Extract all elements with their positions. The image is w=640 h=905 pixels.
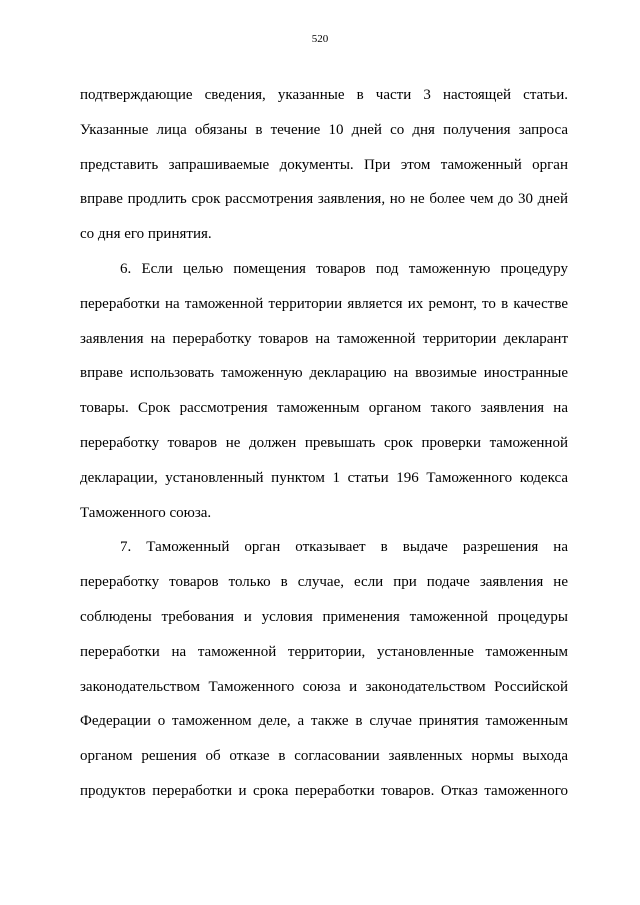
- text-line: заявления на переработку товаров на таможенной территории декларант: [80, 330, 568, 347]
- paragraph: [80, 534, 568, 812]
- text-line: Таможенного союза.: [80, 504, 212, 521]
- paragraph: [80, 82, 568, 256]
- text-line: подтверждающие сведения, указанные в части 3 настоящей статьи.: [80, 87, 568, 103]
- text-line: товары. Срок рассмотрения таможенным органом такого заявления на: [80, 400, 568, 417]
- text-line: вправе продлить срок рассмотрения заявления, но не более чем до 30 дней: [80, 191, 568, 208]
- page-number: 520: [311, 33, 329, 45]
- text-line: Указанные лица обязаны в течение 10 дней со дня получения запроса: [80, 121, 568, 138]
- body-text: [80, 82, 568, 813]
- paragraph: [80, 256, 568, 534]
- text-line: переработку товаров не должен превышать срок проверки таможенной: [80, 434, 568, 451]
- text-line: декларации, установленный пунктом 1 статьи 196 Таможенного кодекса: [80, 469, 568, 486]
- text-line: 6. Если целью помещения товаров под таможенную процедуру: [120, 260, 568, 277]
- text-line: продуктов переработки и срока переработки товаров. Отказ таможенного: [80, 782, 568, 799]
- text-line: соблюдены требования и условия применения таможенной процедуры: [80, 608, 568, 625]
- text-line: Федерации о таможенном деле, а также в случае принятия таможенным: [80, 713, 568, 730]
- text-line: представить запрашиваемые документы. При этом таможенный орган: [80, 156, 568, 173]
- text-line: переработки на таможенной территории является их ремонт, то в качестве: [80, 295, 568, 312]
- text-line: вправе использовать таможенную декларацию на ввозимые иностранные: [80, 365, 568, 382]
- text-line: переработку товаров только в случае, если при подаче заявления не: [80, 574, 568, 591]
- text-line: переработки на таможенной территории, установленные таможенным: [80, 643, 568, 660]
- text-line: органом решения об отказе в согласовании заявленных нормы выхода: [80, 748, 568, 765]
- text-line: со дня его принятия.: [80, 226, 212, 243]
- text-line: законодательством Таможенного союза и законодательством Российской: [80, 678, 568, 695]
- text-line: 7. Таможенный орган отказывает в выдаче разрешения на: [120, 539, 568, 556]
